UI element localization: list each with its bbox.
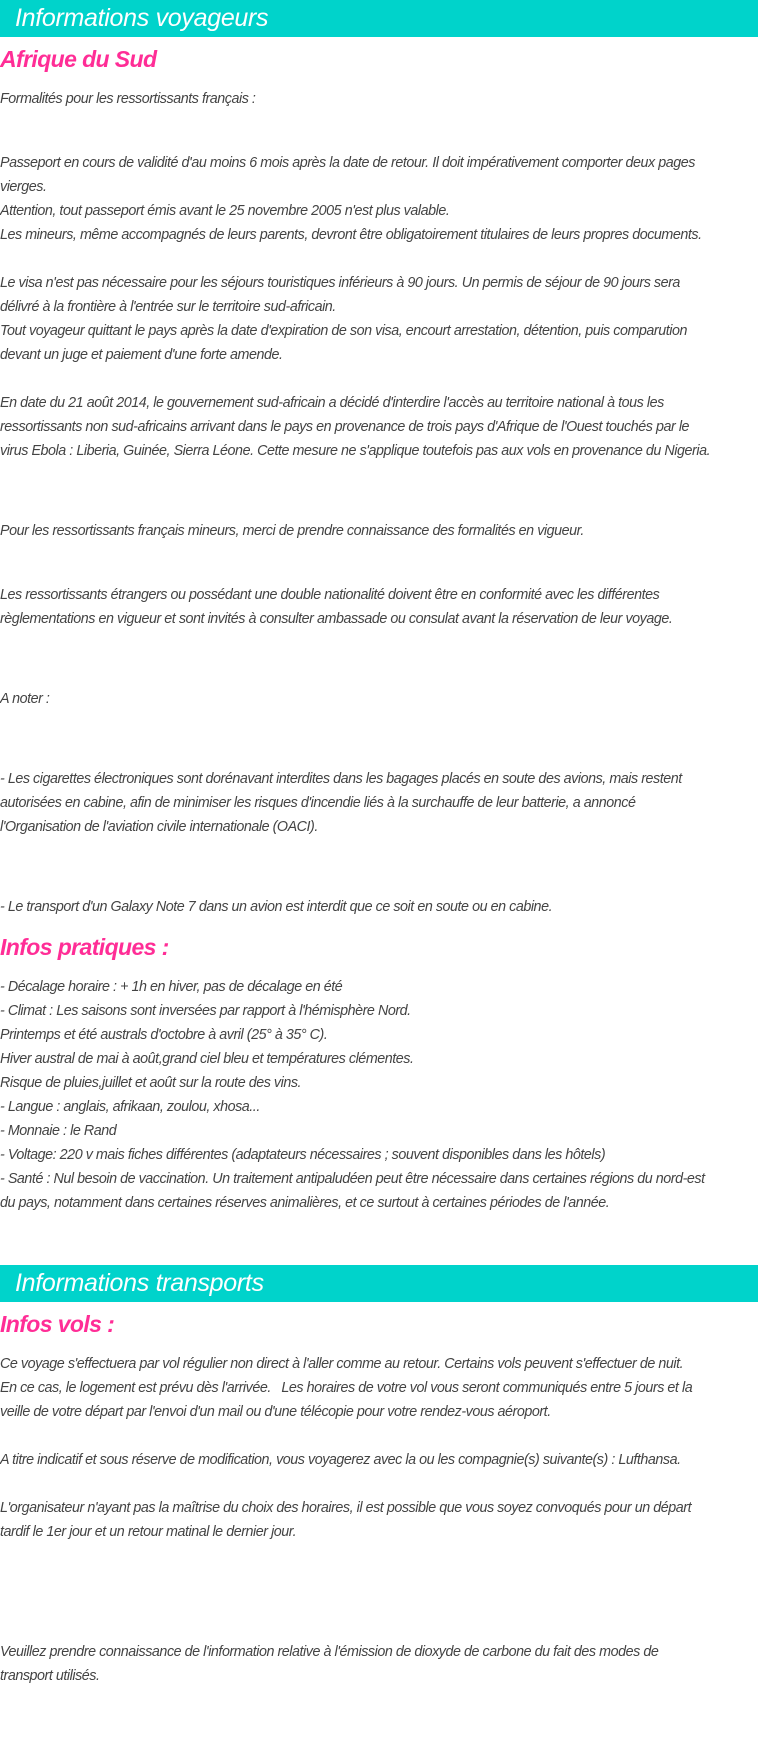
passport-paragraph: Passeport en cours de validité d'au moins 6 mois après la date de retour. Il doit impérativement comporter deux pages vierges. Attention, tout passeport émis avant le 25 novembre 2005 n'est plus valable. Les mineurs, même accompagnés de leurs parents, devront être obligatoirement titulaires de leurs propres documents.: [0, 155, 702, 243]
formalites-intro: Formalités pour les ressortissants français :: [0, 91, 256, 107]
visa-paragraph: Le visa n'est pas nécessaire pour les séjours touristiques inférieurs à 90 jours. Un permis de séjour de 90 jours sera délivré à la frontière à l'entrée sur le territoire sud-africain. Tout voyageur quittant le pays après la date d'expiration de son visa, encourt arrestation, détention, puis comparution devant un juge et paiement d'une forte amende.: [0, 275, 687, 363]
section-title-transports: Informations transports: [15, 1269, 264, 1297]
infos-pratiques-list: - Décalage horaire : + 1h en hiver, pas de décalage en été - Climat : Les saisons sont inversées par rapport à l'hémisphère Nord. Printemps et été australs d'octobre à avril (25° à 35° C). Hiver austral de mai à août,grand ciel bleu et températures clémentes. Risque de pluies,juillet et août sur la route des vins. - Langue : anglais, afrikaan, zoulou, xhosa... - Monnaie : le Rand - Voltage: 220 v mais fiches différentes (adaptateurs nécessaires ; souvent disponibles dans les hôtels) - Santé : Nul besoin de vaccination. Un traitement antipaludéen peut être nécessaire dans certaines régions du nord-est du pays, notamment dans certaines réserves animalières, et ce surtout à certaines périodes de l'année.: [0, 975, 758, 1215]
organisateur-paragraph: L'organisateur n'ayant pas la maîtrise du choix des horaires, il est possible que vous soyez convoqués pour un départ tardif le 1er jour et un retour matinal le dernier jour.: [0, 1500, 692, 1540]
decalage-horaire: - Décalage horaire : + 1h en hiver, pas de décalage en été: [0, 979, 343, 995]
section-title-voyageurs: Informations voyageurs: [15, 4, 269, 32]
co2-paragraph: Veuillez prendre connaissance de l'information relative à l'émission de dioxyde de carbone du fait des modes de transport utilisés.: [0, 1644, 659, 1684]
a-noter-label: A noter :: [0, 691, 50, 707]
ebola-paragraph: En date du 21 août 2014, le gouvernement sud-africain a décidé d'interdire l'accès au territoire national à tous les ressortissants non sud-africains arrivant dans le pays en provenance de trois pays d'Afrique de l'Ouest touchés par le virus Ebola : Liberia, Guinée, Sierra Léone. Cette mesure ne s'applique toutefois pas aux vols en provenance du Nigeria.: [0, 395, 711, 459]
infos-pratiques-heading: Infos pratiques :: [0, 934, 169, 960]
sante: - Santé : Nul besoin de vaccination. Un traitement antipaludéen peut être nécessaire dans certaines régions du nord-est: [0, 1171, 705, 1187]
langue: - Langue : anglais, afrikaan, zoulou, xhosa...: [0, 1099, 260, 1115]
section-band-voyageurs: [0, 0, 758, 37]
monnaie: - Monnaie : le Rand: [0, 1123, 117, 1139]
voltage: - Voltage: 220 v mais fiches différentes (adaptateurs nécessaires ; souvent disponibles dans les hôtels): [0, 1147, 606, 1163]
infos-vols-heading: Infos vols :: [0, 1311, 115, 1337]
galaxy-paragraph: - Le transport d'un Galaxy Note 7 dans un avion est interdit que ce soit en soute ou en cabine.: [0, 899, 553, 915]
section-band-transports: [0, 1265, 758, 1302]
climat: - Climat : Les saisons sont inversées par rapport à l'hémisphère Nord.: [0, 1003, 411, 1019]
cigarettes-paragraph: - Les cigarettes électroniques sont dorénavant interdites dans les bagages placés en soute des avions, mais restent autorisées en cabine, afin de minimiser les risques d'incendie liés à la surchauffe de leur batterie, a annoncé l'Organisation de l'aviation civile internationale (OACI).: [0, 771, 682, 835]
vol-regulier-paragraph: Ce voyage s'effectuera par vol régulier non direct à l'aller comme au retour. Certains vols peuvent s'effectuer de nuit. En ce cas, le logement est prévu dès l'arrivée. Les horaires de votre vol vous seront communiqués entre 5 jours et la veille de votre départ par l'envoi d'un mail ou d'une télécopie pour votre rendez-vous aéroport.: [0, 1356, 693, 1420]
compagnies-paragraph: A titre indicatif et sous réserve de modification, vous voyagerez avec la ou les compagnie(s) suivante(s) : Lufthansa.: [0, 1452, 681, 1468]
etrangers-paragraph: Les ressortissants étrangers ou possédant une double nationalité doivent être en conformité avec les différentes règlementations en vigueur et sont invités à consulter ambassade ou consulat avant la réservation de leur voyage.: [0, 587, 673, 627]
country-heading: Afrique du Sud: [0, 46, 157, 72]
mineurs-paragraph: Pour les ressortissants français mineurs, merci de prendre connaissance des formalités en vigueur.: [0, 523, 584, 539]
